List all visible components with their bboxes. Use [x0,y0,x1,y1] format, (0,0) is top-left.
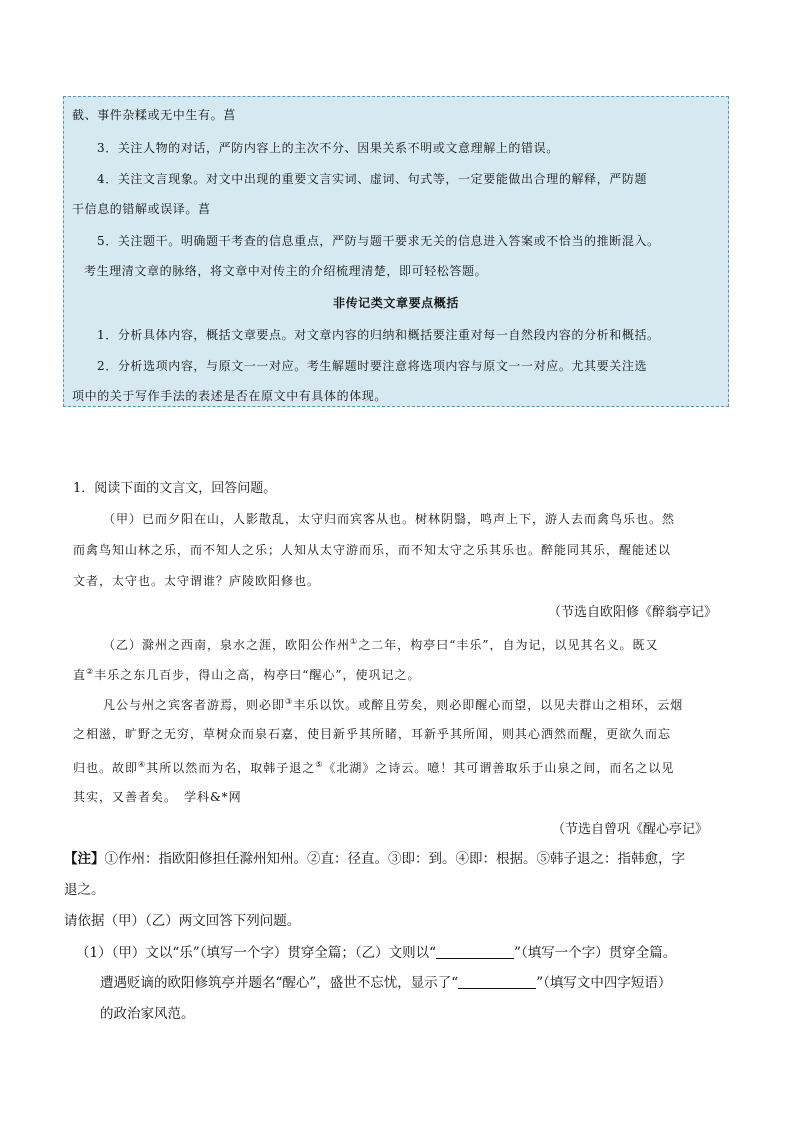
note-label: 【注】 [64,851,105,867]
yi-line-5 [73,755,733,778]
yi-line-3a: 凡公与州之宾客者游焉，则必即 [103,698,286,712]
yi-source: （节选自曾巩《醒心亭记》 [552,822,709,837]
note-mark-5: ⑤ [315,760,324,769]
yi-line-6: 其实，又善者矣。 学科&*网 [73,790,242,804]
note-mark-4: ④ [138,760,147,769]
jia-line-2: 而禽鸟知山林之乐，而不知人之乐；人知从太守游而乐，而不知太守之乐其乐也。醉能同其乐，醒能述以 [73,543,672,557]
question-intro: 1．阅读下面的文言文，回答问题。 [73,481,277,496]
sub1-text-d: ”（填写文中四字短语） [536,975,672,991]
tips-heading: 非传记类文章要点概括 [332,296,459,310]
sub-question-1-line-1 [76,943,736,963]
sub1-text-a: （1）（甲）文以“乐”（填写一个字）贯穿全篇；（乙）文则以“ [76,945,437,961]
tips-line-7: 1．分析具体内容，概括文章要点。对文章内容的归纳和概括要注重对每一自然段内容的分析和概括。 [97,328,660,342]
sub-question-1-line-2 [100,973,760,993]
tips-line-5: 5．关注题干。明确题干考查的信息重点，严防与题干要求无关的信息进入答案或不恰当的推断混入。 [97,234,660,248]
jia-line-3: 文者，太守也。太守谓谁？庐陵欧阳修也。 [73,574,321,588]
tips-line-4: 干信息的错解或误译。菖 [72,202,211,216]
jia-line-1: （甲）已而夕阳在山，人影散乱，太守归而宾客从也。树林阴翳，鸣声上下，游人去而禽鸟乐也。然 [103,512,676,526]
note-mark-3: ③ [285,697,294,706]
sub1-text-c: 遭遇贬谪的欧阳修筑亭并题名“醒心”，盛世不忘忧，显示了“ [100,975,459,991]
note-line-2: 退之。 [64,882,105,898]
answer-blank-1[interactable] [436,944,514,959]
yi-line-3 [103,692,763,715]
note-mark-2: ② [86,667,95,676]
tips-box [63,96,729,407]
yi-line-5b: 其所以然而为名，取韩子退之 [146,761,316,775]
instruction: 请依据（甲）（乙）两文回答下列问题。 [64,913,301,929]
tips-line-9: 项中的关于写作手法的表述是否在原文中有具体的体现。 [72,389,388,403]
note-mark-1: ① [350,637,359,646]
yi-line-2 [73,662,733,685]
yi-line-3b: 丰乐以饮。或醉且劳矣，则必即醒心而望，以见夫群山之相环，云烟 [293,698,684,712]
answer-blank-2[interactable] [458,974,536,989]
tips-line-8: 2．分析选项内容，与原文一一对应。考生解题时要注意将选项内容与原文一一对应。尤其要关注选 [97,359,648,373]
sub-question-1-line-3: 的政治家风范。 [100,1006,195,1022]
yi-line-4: 之相滋，旷野之无穷，草树众而泉石嘉，使目新乎其所睹，耳新乎其所闻，则其心洒然而醒，更欲久而忘 [73,727,672,741]
yi-line-2a: 直 [73,668,87,682]
yi-line-2b: 丰乐之东几百步，得山之高，构亭曰“醒心”，使巩记之。 [94,668,421,682]
tips-line-3: 4．关注文言现象。对文中出现的重要文言实词、虚词、句式等，一定要能做出合理的解释，严防题 [97,172,648,186]
note-line-1 [64,849,724,869]
tips-line-6: 考生理清文章的脉络，将文章中对传主的介绍梳理清楚，即可轻松答题。 [84,264,488,278]
note-text-1: ①作州：指欧阳修担任滁州知州。②直：径直。③即：到。④即：根据。⑤韩子退之：指韩愈，字 [104,851,685,867]
yi-line-5a: 归也。故即 [73,761,139,775]
yi-line-5c: 《北湖》之诗云。噫！其可谓善取乐于山泉之间，而名之以见 [323,761,675,775]
sub1-text-b: ”（填写一个字）贯穿全篇。 [514,945,677,961]
jia-source: （节选自欧阳修《醉翁亭记》 [548,605,718,620]
tips-line-1: 截、事件杂糅或无中生有。菖 [72,108,236,122]
yi-line-1 [103,632,763,655]
yi-line-1b: 之二年，构亭曰“丰乐”，自为记，以见其名义。既又 [358,638,659,652]
tips-line-2: 3．关注人物的对话，严防内容上的主次不分、因果关系不明或文意理解上的错误。 [97,141,559,155]
yi-line-1a: （乙）滁州之西南，泉水之涯，欧阳公作州 [103,638,351,652]
